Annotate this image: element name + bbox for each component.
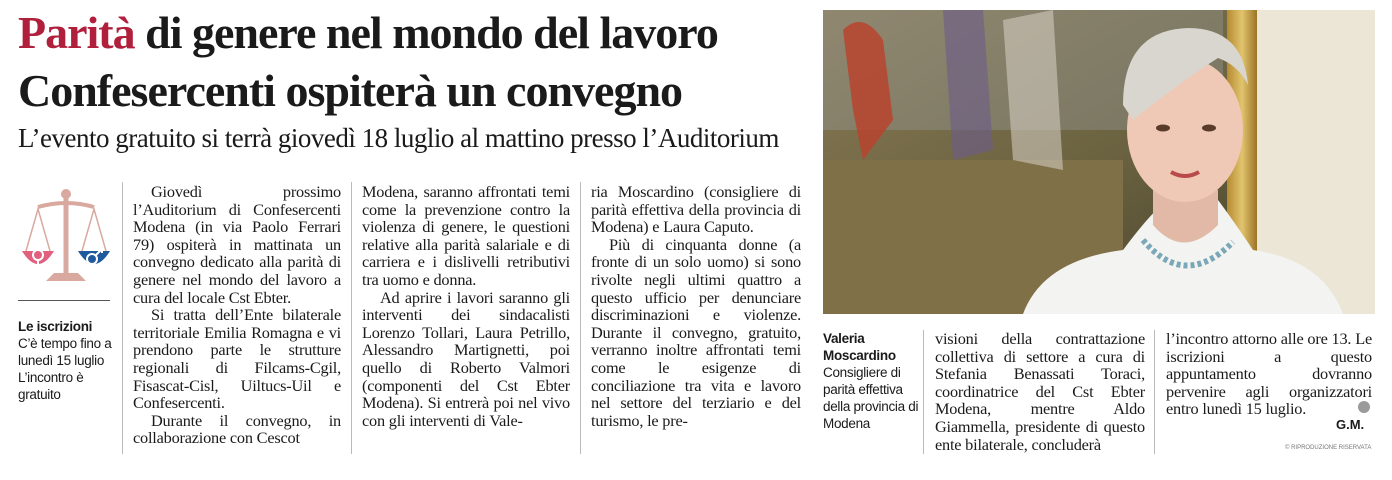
article-column-2 [362,183,570,429]
article-column-4 [935,330,1145,453]
headline-line-1 [18,8,718,58]
portrait-image [823,10,1375,314]
paragraph: visioni della contrattazione collettiva di settore a cura di Stefania Benassati Toraci, coordinatrice del Cst Ebter Modena, mentre Aldo Giammella, presidente di questo ente bilaterale, concluderà [935,329,1145,454]
article-column-1 [133,183,341,447]
headline-accent: Parità [18,7,135,58]
copyright-notice: © RIPRODUZIONE RISERVATA [1285,445,1372,451]
sidebar-heading: Le iscrizioni [18,319,93,334]
column-rule [580,182,581,454]
male-pan-icon [78,251,110,264]
subtitle: L’evento gratuito si terrà giovedì 18 luglio al mattino presso l’Auditorium [18,123,779,153]
column-rule [351,182,352,454]
caption-name: Valeria Moscardino [823,331,896,363]
article-column-5 [1166,330,1372,418]
photo-caption [823,330,919,432]
paragraph: Modena, saranno affrontati temi come la prevenzione contro la violenza di genere, le questioni relative alla parità salariale e di carriera e i dislivelli retributivi tra uomo e donna. [362,182,570,289]
paragraph: Durante il convegno, in collaborazione con Cescot [133,410,341,448]
sidebar-divider [18,300,110,301]
caption-text: Consigliere di parità effettiva della provincia di Modena [823,365,919,431]
column-rule [923,330,924,454]
article-column-3 [591,183,801,429]
headline-line-2: Confesercenti ospiterà un convegno [18,65,683,116]
paragraph: l’incontro attorno alle ore 13. Le iscrizioni a questo appuntamento dovranno pervenire agli organizzatori entro lunedì 15 luglio. [1166,329,1372,419]
paragraph: Si tratta dell’Ente bilaterale territoriale Emilia Romagna e vi prendono parte le strutture regionali di Filcams-Cgil, Fisascat-Cisl, Uiltucs-Uil e Confesercenti. [133,305,341,413]
portrait-photo [823,10,1375,314]
paragraph: Ad aprire i lavori saranno gli interventi dei sindacalisti Lorenzo Tollari, Laura Petrillo, Alessandro Martignetti, poi quello di Roberto Valmori (componenti del Cst Ebter Modena). Si entrerà poi nel vivo con gli interventi di Vale- [362,287,570,430]
paragraph: ria Moscardino (consigliere di parità effettiva della provincia di Modena) e Laura Caputo. [591,182,801,237]
column-rule [122,182,123,454]
gender-balance-illustration [18,185,114,289]
sidebar-text: C’è tempo fino a lunedì 15 luglio L’incontro è gratuito [18,336,112,402]
column-rule [1154,330,1155,454]
sidebar-box [18,318,113,403]
paragraph: Giovedì prossimo l’Auditorium di Confesercenti Modena (in via Paolo Ferrari 79) ospiterà in mattinata un convegno dedicato alla parità di genere nel mondo del lavoro a cura del locale Cst Ebter. [133,182,341,307]
end-mark-icon [1358,401,1370,413]
headline-line-1-text: di genere nel mondo del lavoro [134,7,718,58]
author-signature: G.M. [1336,417,1365,432]
paragraph: Più di cinquanta donne (a fronte di un solo uomo) si sono rivolte negli ultimi quattro a questo ufficio per denunciare discriminazioni e violenze. Durante il convegno, gratuito, verranno inoltre affrontati temi come le esigenze di conciliazione tra vita e lavoro nel settore del terziario e del turismo, le pre- [591,234,801,430]
